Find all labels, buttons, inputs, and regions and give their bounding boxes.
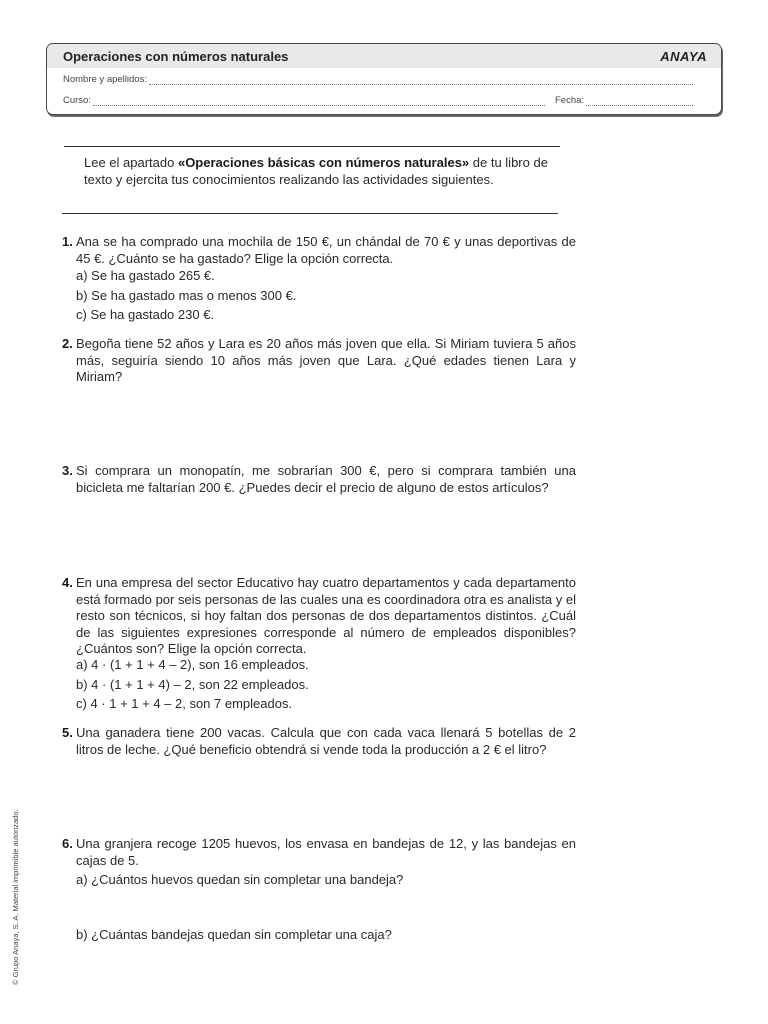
date-field[interactable] — [555, 95, 693, 106]
question-5 — [62, 725, 576, 758]
question-number: 3. — [62, 463, 73, 478]
intro-text-before: Lee el apartado — [84, 155, 178, 170]
course-field[interactable] — [63, 95, 545, 106]
question-text: Si comprara un monopatín, me sobrarían 300 €, pero si comprara también una bicicleta me faltarían 200 €. ¿Puedes decir el precio de alguno de estos artículos? — [76, 463, 576, 495]
question-1 — [62, 234, 576, 267]
question-1-option-c: c) Se ha gastado 230 €. — [76, 307, 215, 322]
intro-bottom-rule — [62, 213, 558, 214]
question-4-option-a: a) 4 · (1 + 1 + 4 – 2), son 16 empleados. — [76, 657, 309, 672]
name-label: Nombre y apellidos: — [63, 74, 147, 85]
question-1-option-a: a) Se ha gastado 265 €. — [76, 268, 215, 283]
question-4 — [62, 575, 576, 658]
question-number: 5. — [62, 725, 73, 740]
question-6-option-a: a) ¿Cuántos huevos quedan sin completar una bandeja? — [76, 872, 404, 887]
question-text: Una granjera recoge 1205 huevos, los envasa en bandejas de 12, y las bandejas en cajas de 5. — [76, 836, 576, 868]
intro-top-rule — [64, 146, 560, 147]
course-line — [93, 95, 545, 106]
question-6 — [62, 836, 576, 869]
copyright-notice: © Grupo Anaya, S. A. Material imprimible autorizado. — [11, 809, 20, 985]
publisher-logo: ANAYA — [660, 49, 707, 64]
question-number: 6. — [62, 836, 73, 851]
intro-text-bold: «Operaciones básicas con números naturales» — [177, 155, 470, 170]
header-bar — [47, 44, 721, 68]
question-number: 4. — [62, 575, 73, 590]
date-label: Fecha: — [555, 95, 585, 106]
question-3 — [62, 463, 576, 496]
question-text: Una ganadera tiene 200 vacas. Calcula que con cada vaca llenará 5 botellas de 2 litros de leche. ¿Qué beneficio obtendrá si vende toda la producción a 2 € el litro? — [76, 725, 576, 757]
name-field[interactable] — [63, 74, 693, 85]
question-number: 1. — [62, 234, 73, 249]
intro-text — [84, 155, 564, 188]
question-6-option-b: b) ¿Cuántas bandejas quedan sin completar una caja? — [76, 927, 392, 942]
question-text: En una empresa del sector Educativo hay cuatro departamentos y cada departamento está formado por seis personas de las cuales una es coordinadora otra es analista y el resto son técnicos, si hoy faltan dos personas de dos departamentos distintos. ¿Cuál de las siguientes expresiones corresponde al número de empleados disponibles? ¿Cuántos son? Elige la opción correcta. — [76, 575, 576, 656]
question-2 — [62, 336, 576, 386]
question-number: 2. — [62, 336, 73, 351]
question-4-option-b: b) 4 · (1 + 1 + 4) – 2, son 22 empleados. — [76, 677, 309, 692]
question-text: Begoña tiene 52 años y Lara es 20 años más joven que ella. Si Miriam tuviera 5 años más, seguiría siendo 10 años más joven que Lara. ¿Qué edades tienen Lara y Miriam? — [76, 336, 576, 384]
question-text: Ana se ha comprado una mochila de 150 €, un chándal de 70 € y unas deportivas de 45 €. ¿Cuánto se ha gastado? Elige la opción correcta. — [76, 234, 576, 266]
intro-text-after: de tu libro de texto y ejercita tus conocimientos realizando las actividades siguientes. — [84, 155, 548, 187]
name-line — [149, 74, 693, 85]
worksheet-title: Operaciones con números naturales — [63, 49, 289, 64]
question-1-option-b: b) Se ha gastado mas o menos 300 €. — [76, 288, 297, 303]
question-4-option-c: c) 4 · 1 + 1 + 4 – 2, son 7 empleados. — [76, 696, 293, 711]
course-label: Curso: — [63, 95, 91, 106]
worksheet-header — [46, 43, 722, 115]
date-line — [586, 95, 693, 106]
